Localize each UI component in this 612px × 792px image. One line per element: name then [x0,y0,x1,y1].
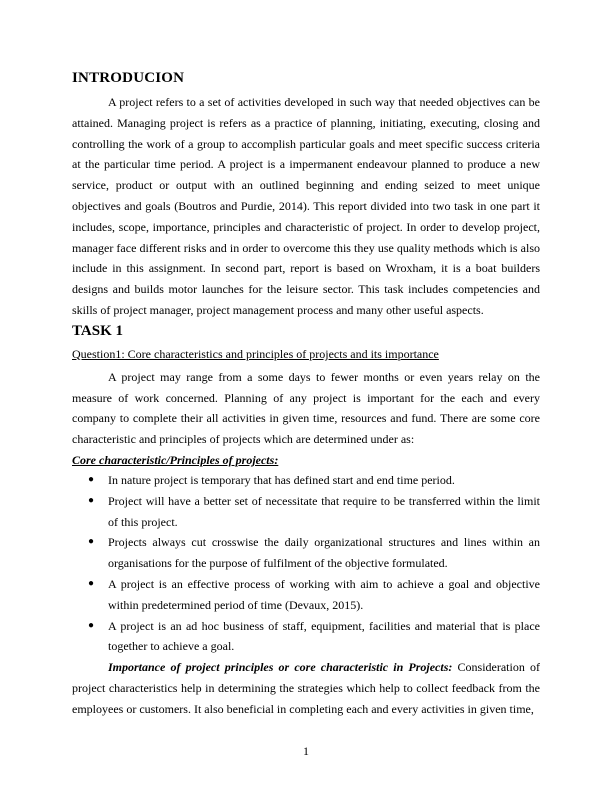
page-number: 1 [303,744,309,758]
bullet-icon: ● [88,619,95,631]
intro-paragraph: A project refers to a set of activities developed in such way that needed objectives can be attained. Managing project is refers as a practice of planning, initiating, executing, closing and controlling the work of a group to accomplish particular goals and meet specific success criteria at the particular time period. A project is a impermanent endeavour planned to produce a new service, product or output with an outlined beginning and ending seized to meet unique objectives and goals (Boutros and Purdie, 2014). This report divided into two task in one part it includes, scope, importance, principles and characteristic of project. In order to develop project, manager face different risks and in order to overcome this they use quality methods which is also include in this assignment. In second part, report is based on Wroxham, it is a boat builders designs and builds motor launches for the leisure sector. This task includes competencies and skills of project manager, project management process and many other useful aspects. [72,95,540,317]
principles-list [72,470,540,657]
bullet-icon: ● [88,536,95,548]
task1-heading: TASK 1 [72,322,123,339]
importance-text: Consideration of project characteristics help in determining the strategies which help to collect feedback from the employees or customers. It also beneficial in completing each and every activities in given time, [72,660,540,716]
question1-title: Question1: Core characteristics and principles of projects and its importance [72,346,439,361]
list-item: ● A project is an ad hoc business of staff, equipment, facilities and material that is place together to achieve a goal. [72,616,540,658]
bullet-icon: ● [88,494,95,506]
intro-heading: INTRODUCION [72,70,185,86]
importance-paragraph [72,657,540,719]
list-item: ● In nature project is temporary that has defined start and end time period. [72,470,540,491]
list-item: ● Project will have a better set of necessitate that require to be transferred within the limit of this project. [72,491,540,533]
document-page [72,70,540,720]
bullet-icon: ● [88,473,95,485]
task1-paragraph: A project may range from a some days to fewer months or even years relay on the measure of work concerned. Planning of any project is important for the each and every company to complete their all activities in given time, resources and fund. There are some core characteristic and principles of projects which are determined under as: [72,369,540,447]
bullet-icon: ● [88,577,95,589]
list-item: ● Projects always cut crosswise the daily organizational structures and lines within an organisations for the purpose of fulfilment of the objective formulated. [72,532,540,574]
list-item: ● A project is an effective process of working with aim to achieve a goal and objective within predetermined period of time (Devaux, 2015). [72,574,540,616]
importance-label: Importance of project principles or core characteristic in Projects: [108,660,453,675]
principles-subheading: Core characteristic/Principles of projects: [72,452,279,467]
